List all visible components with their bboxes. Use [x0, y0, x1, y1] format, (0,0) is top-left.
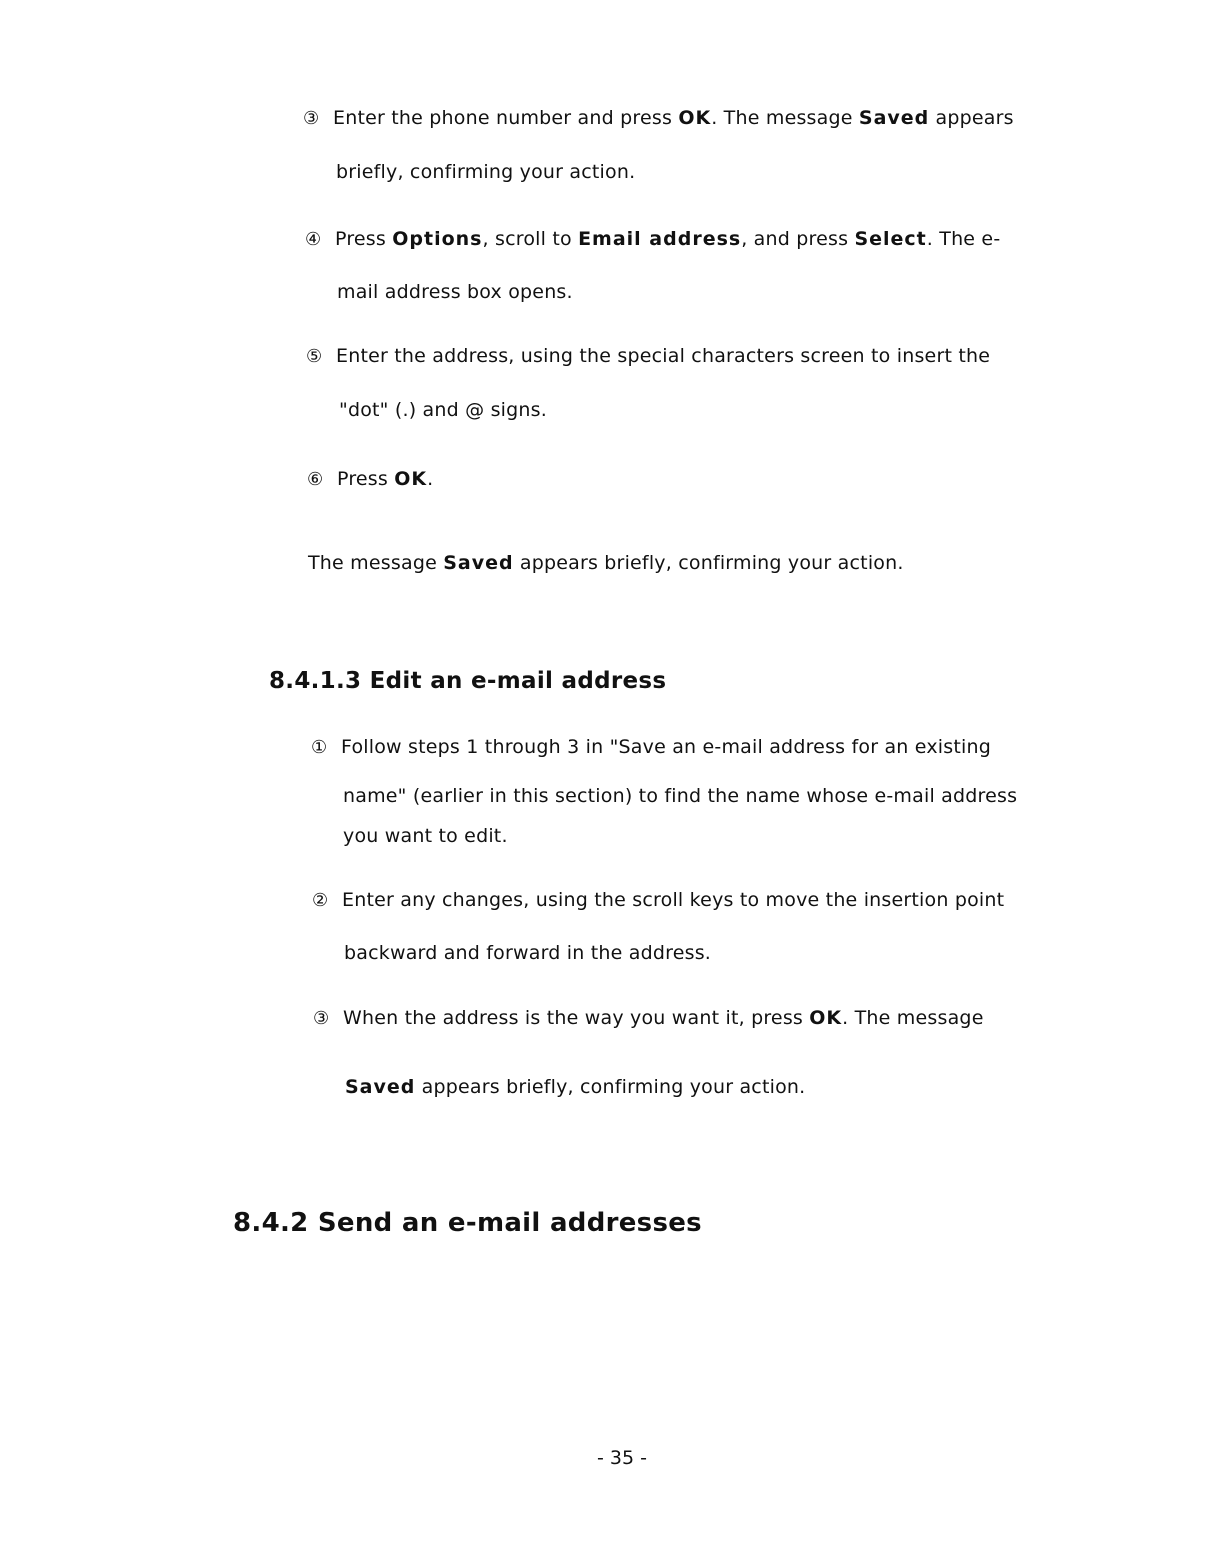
edit-step-2-line-1: ② Enter any changes, using the scroll keys to move the insertion point	[312, 889, 1005, 911]
edit-step-1-line-3: you want to edit.	[343, 825, 508, 847]
step-5-line-1: ⑤ Enter the address, using the special characters screen to insert the	[306, 345, 991, 367]
step-3-marker: ③	[303, 108, 320, 129]
section-heading-8-4-1-3: 8.4.1.3 Edit an e-mail address	[269, 668, 667, 694]
step-4-marker: ④	[305, 229, 322, 250]
edit-step-3-marker: ③	[313, 1008, 330, 1029]
saved-keyword: Saved	[858, 107, 930, 129]
step-6-marker: ⑥	[307, 469, 324, 490]
edit-step-3-line-1: ③ When the address is the way you want it, press OK. The message	[313, 1007, 984, 1029]
step-3-line-2: briefly, confirming your action.	[336, 161, 636, 183]
edit-step-2-marker: ②	[312, 890, 329, 911]
select-keyword: Select	[854, 228, 927, 250]
saved-keyword: Saved	[443, 552, 514, 574]
step-4-line-1: ④ Press Options, scroll to Email address, and press Select. The e-	[305, 228, 1001, 250]
edit-step-1-marker: ①	[311, 737, 328, 758]
edit-step-1-line-1: ① Follow steps 1 through 3 in "Save an e-mail address for an existing	[311, 736, 992, 758]
step-6-line-1: ⑥ Press OK.	[307, 468, 434, 490]
options-keyword: Options	[392, 228, 483, 250]
step-4-line-2: mail address box opens.	[337, 281, 573, 303]
step-5-marker: ⑤	[306, 346, 323, 367]
saved-keyword: Saved	[345, 1076, 416, 1098]
edit-step-2-line-2: backward and forward in the address.	[344, 942, 712, 964]
saved-note: The message Saved appears briefly, confirming your action.	[308, 552, 904, 574]
ok-keyword: OK	[809, 1007, 843, 1029]
page-number: - 35 -	[597, 1447, 647, 1469]
section-heading-8-4-2: 8.4.2 Send an e-mail addresses	[233, 1208, 702, 1238]
ok-keyword: OK	[394, 468, 428, 490]
edit-step-1-line-2: name" (earlier in this section) to find the name whose e-mail address	[343, 785, 1018, 807]
step-3-line-1: ③ Enter the phone number and press OK. The message Saved appears	[303, 107, 1014, 129]
edit-step-3-line-2: Saved appears briefly, confirming your action.	[345, 1076, 806, 1098]
ok-keyword: OK	[678, 107, 712, 129]
step-5-line-2: "dot" (.) and @ signs.	[339, 399, 548, 421]
email-address-keyword: Email address	[578, 228, 742, 250]
